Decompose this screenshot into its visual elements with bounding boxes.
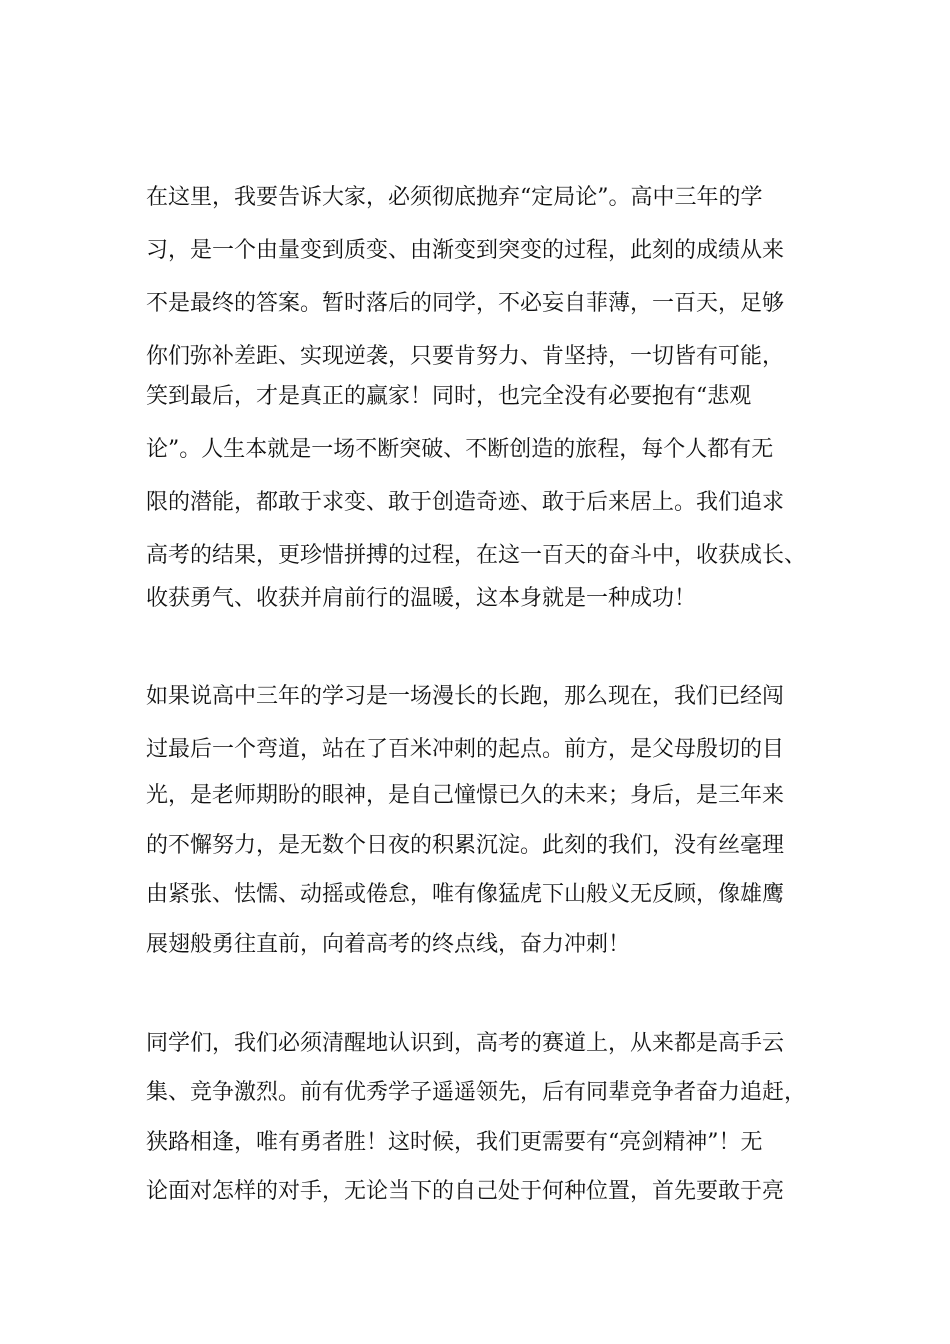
text-line: 你们弥补差距、实现逆袭，只要肯努力、肯坚持，一切皆有可能， [146, 344, 785, 369]
text-line: 由紧张、怯懦、动摇或倦怠，唯有像猛虎下山般义无反顾，像雄鹰 [146, 882, 785, 907]
text-line: 限的潜能，都敢于求变、敢于创造奇迹、敢于后来居上。我们追求 [146, 490, 785, 515]
text-line: 在这里，我要告诉大家，必须彻底抛弃“定局论”。高中三年的学 [146, 185, 763, 210]
text-line: 笑到最后，才是真正的赢家！同时，也完全没有必要抱有“悲观 [146, 384, 752, 409]
text-line: 高考的结果，更珍惜拼搏的过程，在这一百天的奋斗中，收获成长、 [146, 543, 807, 568]
text-line: 不是最终的答案。暂时落后的同学，不必妄自菲薄，一百天，足够 [146, 291, 785, 316]
text-line: 习，是一个由量变到质变、由渐变到突变的过程，此刻的成绩从来 [146, 238, 785, 263]
text-line: 论”。人生本就是一场不断突破、不断创造的旅程，每个人都有无 [146, 437, 774, 462]
text-line: 论面对怎样的对手，无论当下的自己处于何种位置，首先要敢于亮 [146, 1179, 785, 1204]
text-line: 集、竞争激烈。前有优秀学子遥遥领先，后有同辈竞争者奋力追赶， [146, 1080, 807, 1105]
text-line: 如果说高中三年的学习是一场漫长的长跑，那么现在，我们已经闯 [146, 684, 785, 709]
text-line: 同学们，我们必须清醒地认识到，高考的赛道上，从来都是高手云 [146, 1031, 785, 1056]
text-line: 过最后一个弯道，站在了百米冲刺的起点。前方，是父母殷切的目 [146, 737, 785, 762]
text-line: 收获勇气、收获并肩前行的温暖，这本身就是一种成功！ [146, 586, 697, 611]
text-line: 展翅般勇往直前，向着高考的终点线，奋力冲刺！ [146, 932, 631, 957]
text-line: 狭路相逢，唯有勇者胜！这时候，我们更需要有“亮剑精神”！无 [146, 1130, 763, 1155]
text-line: 光，是老师期盼的眼神，是自己憧憬已久的未来；身后，是三年来 [146, 783, 785, 808]
text-line: 的不懈努力，是无数个日夜的积累沉淀。此刻的我们，没有丝毫理 [146, 833, 785, 858]
